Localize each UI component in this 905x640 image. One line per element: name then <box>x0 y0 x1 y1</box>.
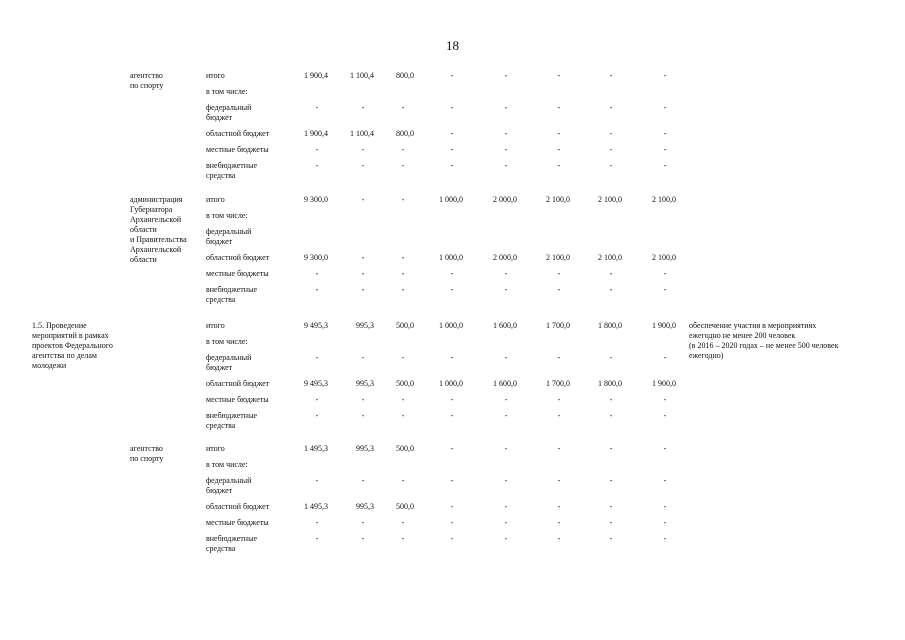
value-cell: - <box>663 145 667 154</box>
value-cell: - <box>663 161 667 170</box>
value-cell: - <box>315 285 319 294</box>
row-label: федеральный бюджет <box>206 103 252 122</box>
value-cell: 995,3 <box>356 321 374 330</box>
value-cell: - <box>361 269 365 278</box>
value-cell: 1 000,0 <box>439 321 463 330</box>
row-label: в том числе: <box>206 87 248 96</box>
value-cell: - <box>361 161 365 170</box>
value-cell: - <box>504 353 508 362</box>
value-cell: - <box>663 502 667 511</box>
value-cell: - <box>609 161 613 170</box>
value-cell: 2 000,0 <box>493 253 517 262</box>
value-cell: 9 495,3 <box>304 321 328 330</box>
value-cell: - <box>450 285 454 294</box>
value-cell: 995,3 <box>356 444 374 453</box>
value-cell: 1 900,4 <box>304 71 328 80</box>
value-cell: - <box>450 269 454 278</box>
value-cell: - <box>450 353 454 362</box>
value-cell: - <box>450 145 454 154</box>
value-cell: - <box>557 161 561 170</box>
value-cell: 1 000,0 <box>439 195 463 204</box>
value-cell: 2 100,0 <box>546 195 570 204</box>
value-cell: - <box>401 518 405 527</box>
value-cell: - <box>663 444 667 453</box>
row-label: местные бюджеты <box>206 269 269 278</box>
value-cell: - <box>315 353 319 362</box>
value-cell: - <box>609 476 613 485</box>
value-cell: - <box>504 534 508 543</box>
value-cell: - <box>557 103 561 112</box>
value-cell: - <box>609 534 613 543</box>
value-cell: - <box>315 145 319 154</box>
value-cell: 500,0 <box>396 379 414 388</box>
value-cell: - <box>663 411 667 420</box>
row-label: итого <box>206 321 225 330</box>
value-cell: - <box>450 502 454 511</box>
value-cell: 1 600,0 <box>493 321 517 330</box>
value-cell: 1 495,3 <box>304 502 328 511</box>
value-cell: - <box>504 269 508 278</box>
value-cell: - <box>361 253 365 262</box>
value-cell: - <box>557 411 561 420</box>
value-cell: 995,3 <box>356 379 374 388</box>
value-cell: - <box>450 534 454 543</box>
value-cell: - <box>401 395 405 404</box>
value-cell: - <box>361 518 365 527</box>
value-cell: - <box>504 71 508 80</box>
value-cell: - <box>315 269 319 278</box>
row-label: федеральный бюджет <box>206 227 252 246</box>
row-label: федеральный бюджет <box>206 476 252 495</box>
value-cell: 800,0 <box>396 129 414 138</box>
value-cell: - <box>504 145 508 154</box>
row-label: в том числе: <box>206 337 248 346</box>
value-cell: - <box>450 518 454 527</box>
row-label: областной бюджет <box>206 379 270 388</box>
value-cell: 2 100,0 <box>652 253 676 262</box>
value-cell: 1 800,0 <box>598 379 622 388</box>
value-cell: 9 300,0 <box>304 253 328 262</box>
value-cell: - <box>504 411 508 420</box>
value-cell: - <box>450 395 454 404</box>
value-cell: - <box>663 129 667 138</box>
value-cell: - <box>609 269 613 278</box>
value-cell: - <box>504 285 508 294</box>
value-cell: - <box>361 353 365 362</box>
value-cell: 1 700,0 <box>546 321 570 330</box>
measure-name: 1.5. Проведение мероприятий в рамках проектов Федерального агентства по делам молодежи <box>32 321 113 370</box>
value-cell: - <box>609 145 613 154</box>
executor-name: администрация Губернатора Архангельской области и Правительства Архангельской области <box>130 195 187 264</box>
value-cell: - <box>315 518 319 527</box>
row-label: областной бюджет <box>206 253 270 262</box>
value-cell: - <box>557 518 561 527</box>
row-label: внебюджетные средства <box>206 285 257 304</box>
value-cell: - <box>401 269 405 278</box>
value-cell: - <box>504 444 508 453</box>
value-cell: - <box>609 444 613 453</box>
value-cell: - <box>401 103 405 112</box>
row-label: областной бюджет <box>206 502 270 511</box>
row-label: местные бюджеты <box>206 518 269 527</box>
value-cell: - <box>557 444 561 453</box>
row-label: внебюджетные средства <box>206 161 257 180</box>
value-cell: - <box>401 145 405 154</box>
value-cell: - <box>450 161 454 170</box>
value-cell: 1 900,0 <box>652 379 676 388</box>
row-label: в том числе: <box>206 211 248 220</box>
value-cell: - <box>557 534 561 543</box>
value-cell: 9 300,0 <box>304 195 328 204</box>
value-cell: - <box>401 353 405 362</box>
value-cell: - <box>609 71 613 80</box>
value-cell: 2 000,0 <box>493 195 517 204</box>
value-cell: 1 000,0 <box>439 253 463 262</box>
value-cell: 1 700,0 <box>546 379 570 388</box>
value-cell: 500,0 <box>396 444 414 453</box>
value-cell: 2 100,0 <box>598 253 622 262</box>
value-cell: - <box>504 518 508 527</box>
value-cell: - <box>663 534 667 543</box>
row-label: итого <box>206 195 225 204</box>
value-cell: 9 495,3 <box>304 379 328 388</box>
value-cell: - <box>609 129 613 138</box>
value-cell: 1 100,4 <box>350 71 374 80</box>
value-cell: - <box>557 395 561 404</box>
value-cell: - <box>504 161 508 170</box>
value-cell: - <box>315 476 319 485</box>
value-cell: - <box>557 71 561 80</box>
row-label: итого <box>206 71 225 80</box>
value-cell: 1 495,3 <box>304 444 328 453</box>
value-cell: - <box>557 353 561 362</box>
value-cell: - <box>315 395 319 404</box>
value-cell: - <box>609 103 613 112</box>
value-cell: - <box>557 285 561 294</box>
value-cell: - <box>663 285 667 294</box>
value-cell: - <box>401 285 405 294</box>
value-cell: - <box>557 129 561 138</box>
row-label: итого <box>206 444 225 453</box>
value-cell: 1 000,0 <box>439 379 463 388</box>
row-label: внебюджетные средства <box>206 411 257 430</box>
value-cell: 500,0 <box>396 321 414 330</box>
value-cell: - <box>663 353 667 362</box>
value-cell: - <box>450 103 454 112</box>
value-cell: - <box>315 103 319 112</box>
row-label: областной бюджет <box>206 129 270 138</box>
value-cell: - <box>401 195 405 204</box>
value-cell: - <box>609 353 613 362</box>
value-cell: 1 900,0 <box>652 321 676 330</box>
executor-name: агентство по спорту <box>130 71 164 90</box>
value-cell: - <box>609 411 613 420</box>
value-cell: 1 600,0 <box>493 379 517 388</box>
value-cell: 2 100,0 <box>652 195 676 204</box>
row-label: местные бюджеты <box>206 145 269 154</box>
row-label: внебюджетные средства <box>206 534 257 553</box>
value-cell: - <box>504 476 508 485</box>
value-cell: - <box>361 103 365 112</box>
value-cell: - <box>401 253 405 262</box>
value-cell: - <box>315 411 319 420</box>
value-cell: - <box>557 476 561 485</box>
value-cell: 800,0 <box>396 71 414 80</box>
value-cell: - <box>609 285 613 294</box>
value-cell: - <box>450 71 454 80</box>
value-cell: - <box>663 103 667 112</box>
row-label: местные бюджеты <box>206 395 269 404</box>
value-cell: - <box>361 285 365 294</box>
value-cell: 1 100,4 <box>350 129 374 138</box>
value-cell: - <box>361 534 365 543</box>
value-cell: - <box>504 502 508 511</box>
value-cell: - <box>504 395 508 404</box>
row-label: федеральный бюджет <box>206 353 252 372</box>
value-cell: - <box>609 518 613 527</box>
value-cell: - <box>450 411 454 420</box>
row-label: в том числе: <box>206 460 248 469</box>
value-cell: - <box>663 269 667 278</box>
value-cell: 500,0 <box>396 502 414 511</box>
value-cell: - <box>361 395 365 404</box>
value-cell: - <box>663 71 667 80</box>
value-cell: - <box>401 161 405 170</box>
value-cell: - <box>609 395 613 404</box>
value-cell: - <box>401 534 405 543</box>
value-cell: 995,3 <box>356 502 374 511</box>
value-cell: 1 900,4 <box>304 129 328 138</box>
value-cell: - <box>401 411 405 420</box>
value-cell: - <box>504 129 508 138</box>
value-cell: - <box>315 534 319 543</box>
value-cell: - <box>361 195 365 204</box>
value-cell: - <box>557 145 561 154</box>
value-cell: 1 800,0 <box>598 321 622 330</box>
value-cell: - <box>663 395 667 404</box>
value-cell: - <box>663 518 667 527</box>
value-cell: - <box>361 145 365 154</box>
value-cell: - <box>315 161 319 170</box>
value-cell: - <box>450 129 454 138</box>
value-cell: 2 100,0 <box>598 195 622 204</box>
expected-result: обеспечение участия в мероприятиях ежегодно не менее 200 человек (в 2016 – 2020 годах – не менее 500 человек ежегодно) <box>689 321 839 360</box>
value-cell: - <box>401 476 405 485</box>
value-cell: - <box>504 103 508 112</box>
value-cell: - <box>663 476 667 485</box>
value-cell: - <box>609 502 613 511</box>
page-number: 18 <box>446 38 459 53</box>
executor-name: агентство по спорту <box>130 444 164 463</box>
value-cell: - <box>557 502 561 511</box>
value-cell: - <box>450 476 454 485</box>
value-cell: - <box>361 411 365 420</box>
value-cell: - <box>450 444 454 453</box>
value-cell: - <box>361 476 365 485</box>
value-cell: - <box>557 269 561 278</box>
value-cell: 2 100,0 <box>546 253 570 262</box>
